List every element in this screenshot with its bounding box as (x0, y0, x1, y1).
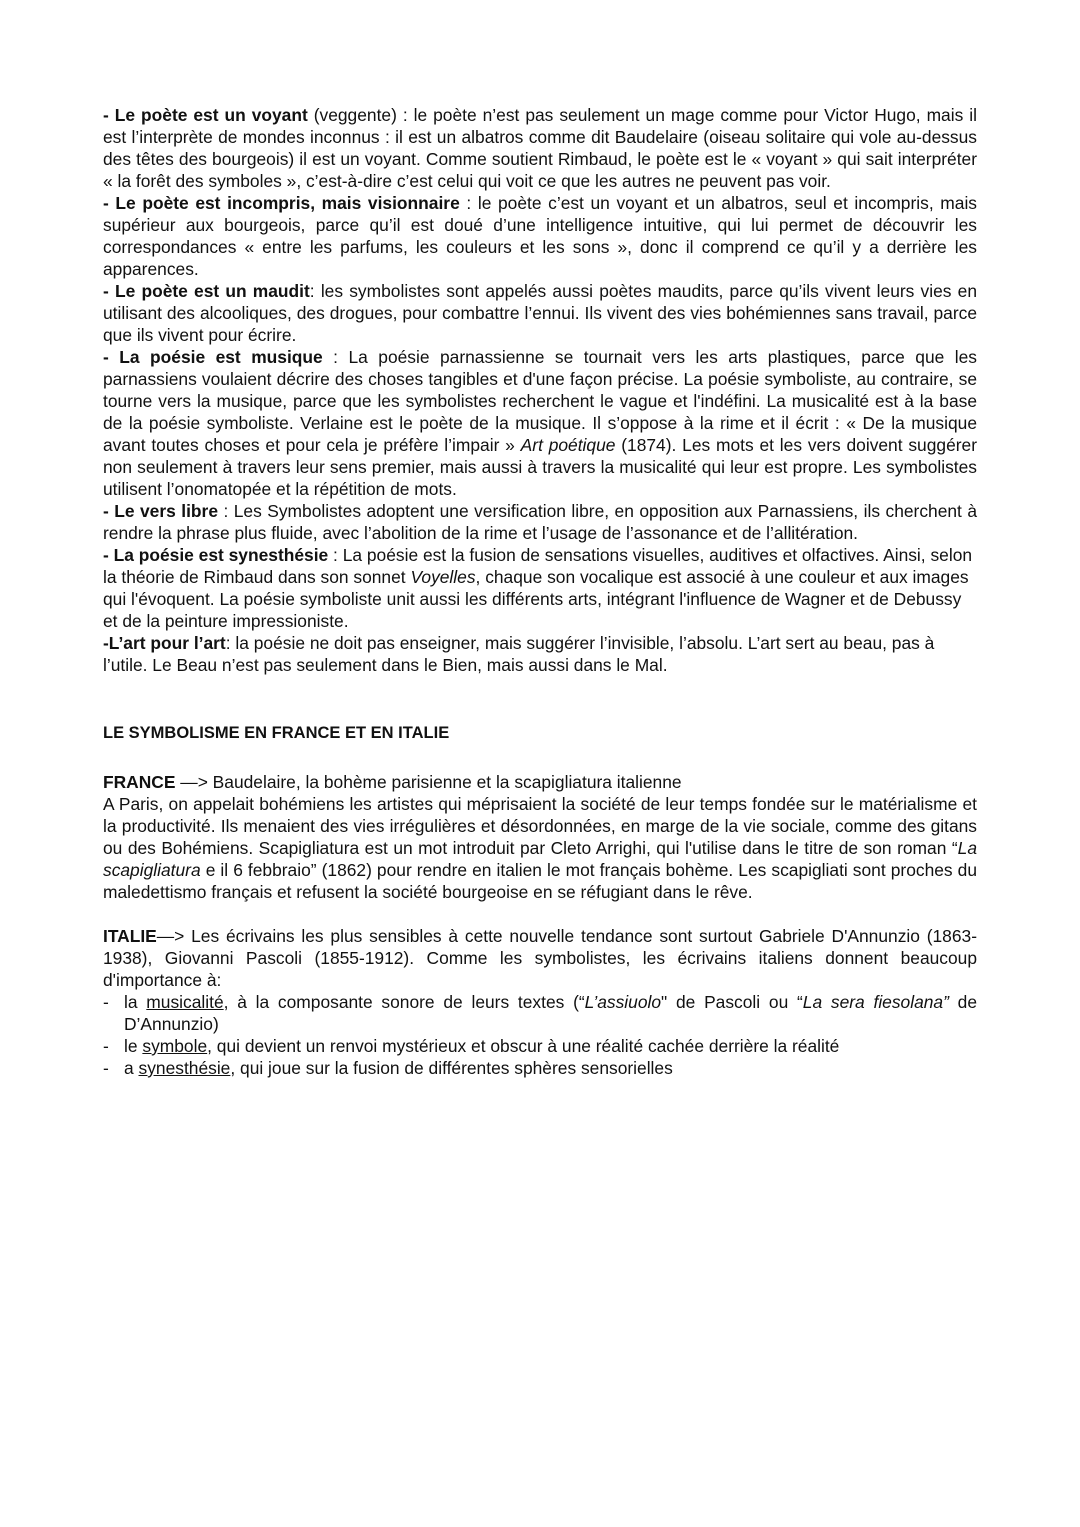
list-item-synesthesie (103, 1057, 977, 1079)
france-label: FRANCE (103, 772, 176, 792)
list-item-text: , à la composante sonore de leurs textes (“ (223, 992, 585, 1012)
feature-term: - La poésie est synesthésie (103, 545, 329, 565)
france-body-italic: La scapigliatura (103, 838, 977, 880)
france-body-text: A Paris, on appelait bohémiens les artistes qui méprisaient la société de leur temps fondée sur le matérialisme et la productivité. Ils menaient des vies irrégulières et désordonnées, en marge de la vie sociale, comme des gitans ou des Bohémiens. Scapigliatura est un mot introduit par Cleto Arrighi, qui l'utilise dans le titre de son roman “ (103, 794, 977, 858)
feature-text: : Les Symbolistes adoptent une versification libre, en opposition aux Parnassiens, ils cherchent à rendre la phrase plus fluide, avec l’abolition de la rime et l’usage de l’assonance et de l’allitération. (103, 501, 978, 543)
feature-text: : la poésie ne doit pas enseigner, mais suggérer l’invisible, l’absolu. L’art sert au beau, pas à l’utile. Le Beau n’est pas seulement dans le Bien, mais aussi dans le Mal. (103, 633, 935, 675)
feature-text: (1874). Les mots et les vers doivent suggérer non seulement à travers leur sens premier, mais aussi à travers la musicalité qui leur est propre. Les symbolistes utilisent l’onomatopée et la répétition de mots. (103, 435, 978, 499)
list-item-italic: L’assiuolo (584, 992, 662, 1012)
section-heading: LE SYMBOLISME EN FRANCE ET EN ITALIE (103, 724, 450, 742)
italie-intro-text: —> Les écrivains les plus sensibles à cette nouvelle tendance sont surtout Gabriele D'Annunzio (1863-1938), Giovanni Pascoli (1855-1912). Comme les symbolistes, les écrivains italiens donnent beaucoup d'importance à: (103, 926, 977, 990)
feature-text-italic: Art poétique (520, 435, 616, 455)
france-title (103, 771, 977, 793)
list-item-keyword: synesthésie (138, 1058, 231, 1078)
feature-term: - La poésie est musique (103, 347, 323, 367)
france-body-text: e il 6 febbraio” (1862) pour rendre en italien le mot français bohème. Les scapigliati sont proches du maledettismo français et refusent la société bourgeoise en se réfugiant dans le rêve. (103, 860, 977, 902)
list-item-symbole (103, 1035, 977, 1057)
feature-voyant (103, 104, 977, 192)
feature-text: : La poésie parnassienne se tournait vers les arts plastiques, parce que les parnassiens voulaient décrire des choses tangibles et d'une façon précise. La poésie symboliste, au contraire, se tourne vers la musique, parce que les symbolistes recherchent le vague et l'indéfini. La musicalité est à la base de la poésie symboliste. Verlaine est le poète de la musique. Il s’oppose à la rime et il écrit : « De la musique avant toutes choses et pour cela je préfère l’impair » (103, 347, 977, 455)
list-item-text: " de Pascoli ou “ (661, 992, 803, 1012)
feature-text: : les symbolistes sont appelés aussi poètes maudits, parce qu’ils vivent leurs vies en utilisant des alcooliques, des drogues, pour combattre l’ennui. Ils vivent des vies bohémiennes sans travail, parce que ils vivent pour écrire. (103, 281, 977, 345)
feature-maudit (103, 280, 977, 346)
list-item-text: la (124, 992, 147, 1012)
feature-text: : le poète c’est un voyant et un albatros, seul et incompris, mais supérieur aux bourgeois, parce qu’il est doué d’une intelligence intuitive, qui lui permet de découvrir les correspondances « entre les parfums, les couleurs et les sons », donc il comprend ce qu’il y a derrière les apparences. (103, 193, 977, 279)
feature-term: - Le poète est un maudit (103, 281, 310, 301)
france-subtitle: —> Baudelaire, la bohème parisienne et la scapigliatura italienne (175, 772, 682, 792)
feature-term: - Le vers libre (103, 501, 218, 521)
feature-text: : La poésie est la fusion de sensations visuelles, auditives et olfactives. Ainsi, selon la théorie de Rimbaud dans son sonnet (103, 545, 973, 587)
feature-art-pour-art (103, 632, 977, 676)
list-item-text: , qui joue sur la fusion de différentes sphères sensorielles (230, 1058, 673, 1078)
feature-incompris (103, 192, 977, 280)
list-item-text: , qui devient un renvoi mystérieux et obscur à une réalité cachée derrière la réalité (207, 1036, 840, 1056)
list-item-keyword: symbole (142, 1036, 208, 1056)
list-item-text: le (124, 1036, 143, 1056)
list-item-italic: La sera fiesolana” (802, 992, 949, 1012)
feature-term: -L’art pour l’art (103, 633, 226, 653)
list-item-text: de D’Annunzio) (124, 992, 977, 1034)
feature-text: (veggente) : le poète n’est pas seulement un mage comme pour Victor Hugo, mais il est l’interprète de mondes inconnus : il est un albatros comme dit Baudelaire (oiseau solitaire qui vole au-dessus des têtes des bourgeois) il est un voyant. Comme soutient Rimbaud, le poète est le « voyant » qui sait interpréter « la forêt des symboles », c’est-à-dire c’est celui qui voit ce que les autres ne peuvent pas voir. (103, 105, 977, 191)
feature-vers-libre (103, 500, 977, 544)
list-item-musicalite (103, 991, 977, 1035)
italie-label: ITALIE (103, 926, 157, 946)
italie-list (103, 991, 977, 1079)
section-italie (103, 925, 977, 1079)
feature-text: , chaque son vocalique est associé à une couleur et aux images qui l'évoquent. La poésie symboliste unit aussi les différents arts, intégrant l'influence de Wagner et de Debussy et de la peinture impressioniste. (103, 567, 969, 631)
list-item-text: a (124, 1058, 139, 1078)
france-body (103, 793, 977, 903)
feature-term: - Le poète est incompris, mais visionnaire (103, 193, 460, 213)
italie-intro (103, 925, 977, 991)
list-item-keyword: musicalité (146, 992, 224, 1012)
section-france (103, 771, 977, 903)
document-page (103, 104, 977, 1079)
feature-text-italic: Voyelles (410, 567, 476, 587)
feature-musique (103, 346, 977, 500)
feature-term: - Le poète est un voyant (103, 105, 308, 125)
feature-synesthesie (103, 544, 977, 632)
